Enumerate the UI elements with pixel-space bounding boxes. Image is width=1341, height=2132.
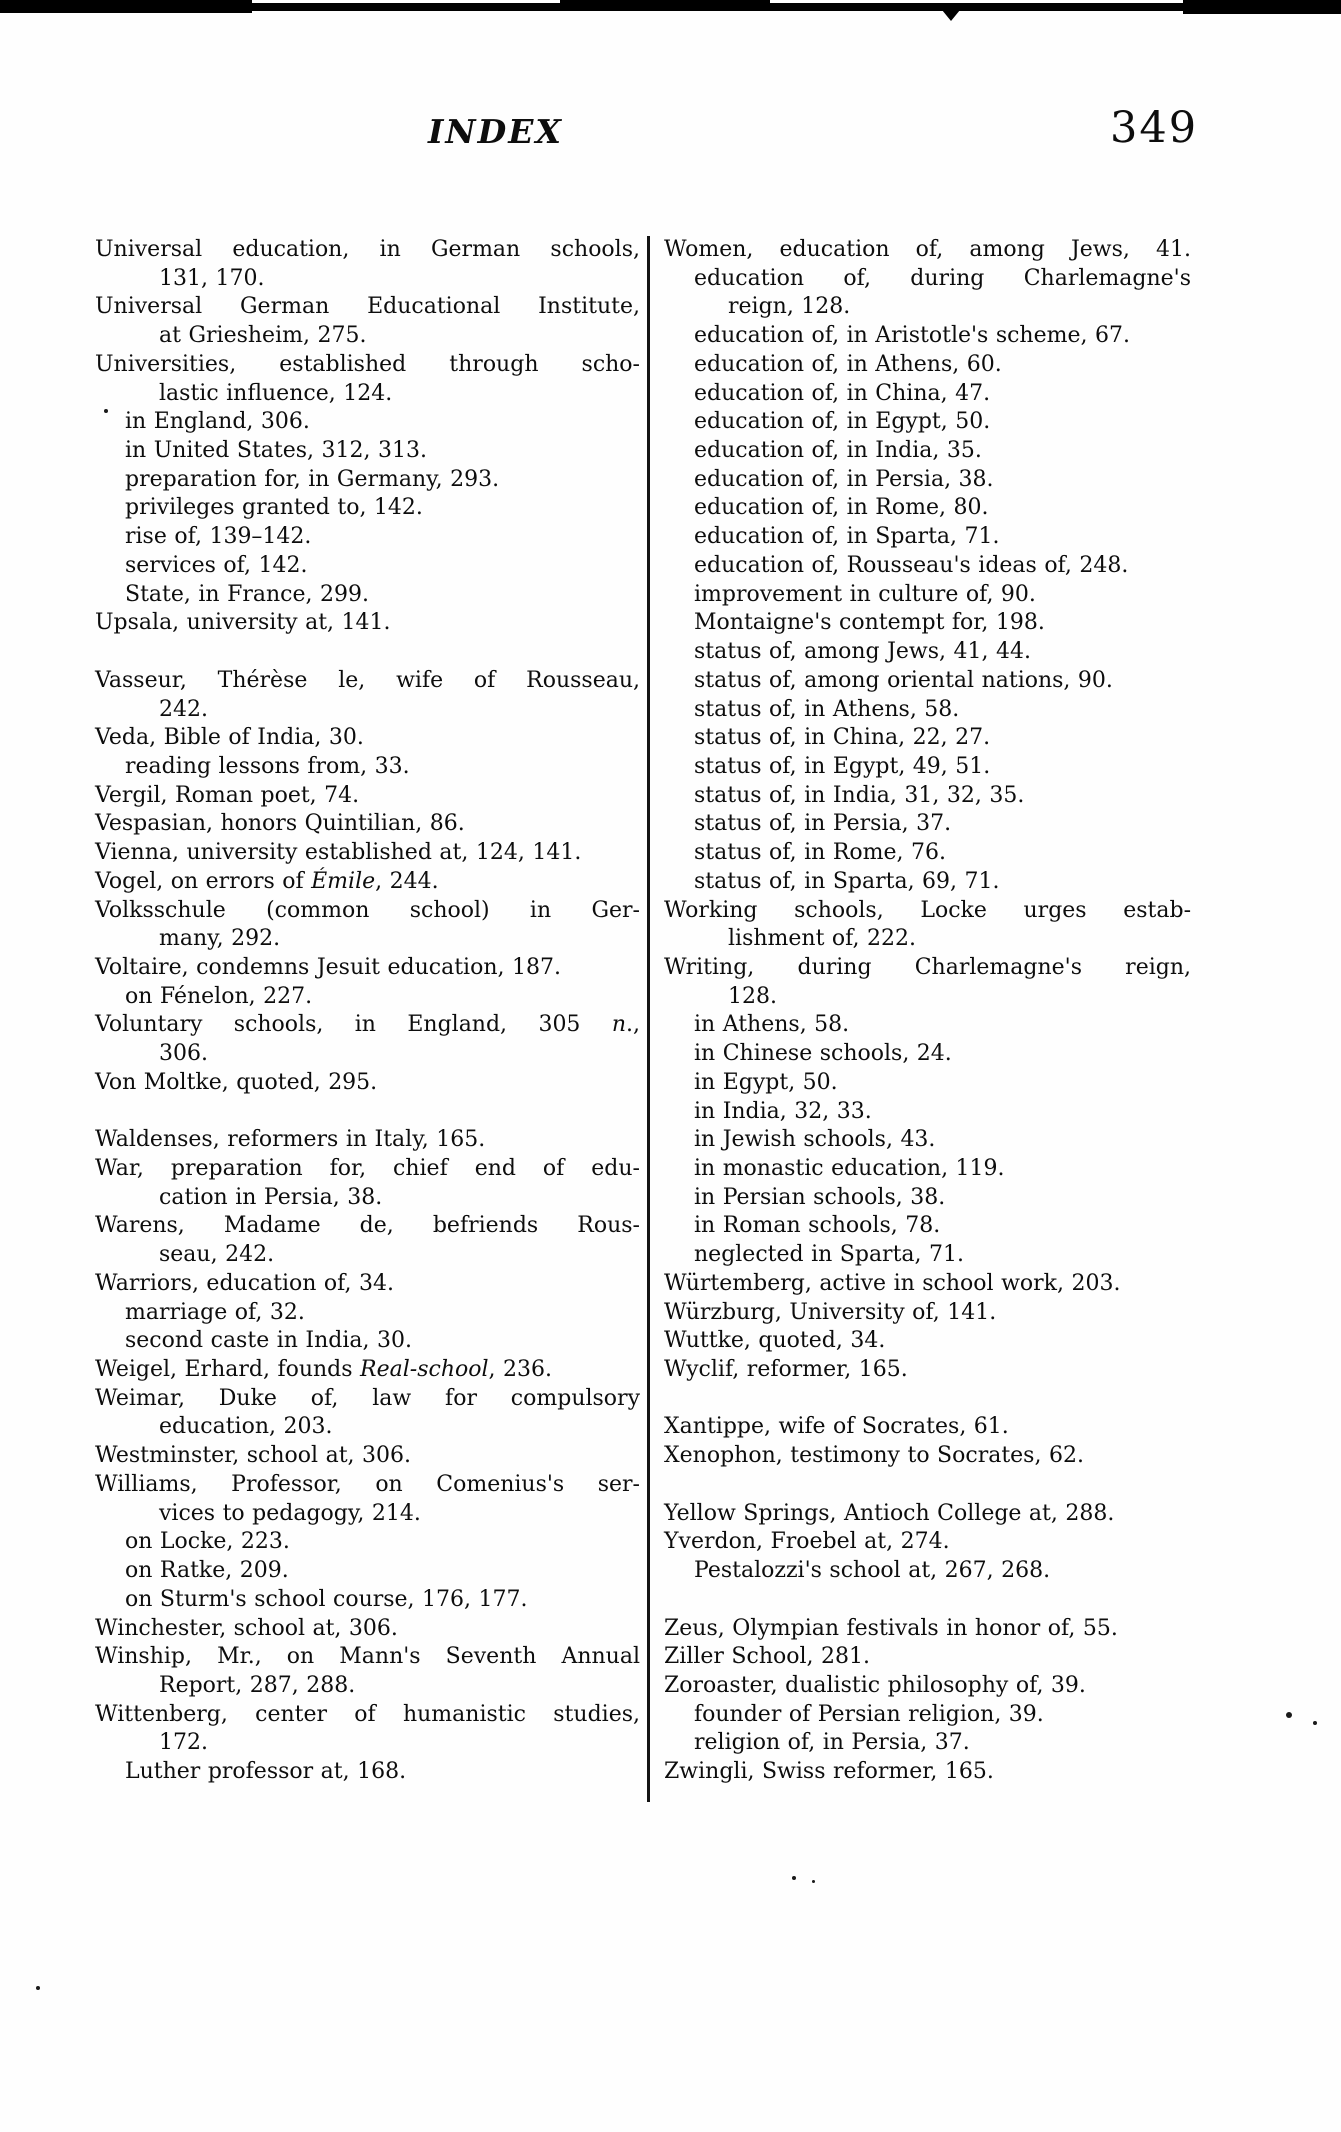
index-line: Würzburg, University of, 141. bbox=[664, 1299, 997, 1325]
index-line: in Chinese schools, 24. bbox=[694, 1041, 952, 1067]
index-line: status of, in Athens, 58. bbox=[694, 696, 960, 722]
index-line: 172. bbox=[159, 1730, 208, 1756]
index-line: 306. bbox=[159, 1041, 208, 1067]
index-line: Voluntary schools, in England, 305 n., bbox=[95, 1012, 640, 1038]
scan-artifact bbox=[1183, 0, 1341, 14]
scan-speck bbox=[36, 1986, 40, 1990]
index-line: in United States, 312, 313. bbox=[125, 438, 428, 464]
index-line: education of, in China, 47. bbox=[694, 380, 991, 406]
index-line: services of, 142. bbox=[125, 552, 308, 578]
index-line: vices to pedagogy, 214. bbox=[159, 1500, 421, 1526]
index-line: Xenophon, testimony to Socrates, 62. bbox=[664, 1443, 1084, 1469]
index-line: education of, Rousseau's ideas of, 248. bbox=[694, 552, 1129, 578]
index-line: education of, in Rome, 80. bbox=[694, 495, 989, 521]
index-line: lishment of, 222. bbox=[728, 926, 916, 952]
index-line: in Egypt, 50. bbox=[694, 1069, 838, 1095]
index-line: Montaigne's contempt for, 198. bbox=[694, 610, 1045, 636]
index-line: in England, 306. bbox=[125, 409, 310, 435]
index-line: Report, 287, 288. bbox=[159, 1672, 356, 1698]
index-line: Vogel, on errors of Émile, 244. bbox=[95, 868, 439, 894]
index-line: Zoroaster, dualistic philosophy of, 39. bbox=[664, 1672, 1086, 1698]
index-line: Upsala, university at, 141. bbox=[95, 610, 391, 636]
scan-speck bbox=[1286, 1712, 1292, 1718]
index-line: Vergil, Roman poet, 74. bbox=[95, 782, 360, 808]
index-line: Wuttke, quoted, 34. bbox=[664, 1328, 886, 1354]
index-line: Von Moltke, quoted, 295. bbox=[95, 1069, 378, 1095]
index-line: in India, 32, 33. bbox=[694, 1098, 872, 1124]
index-line: 242. bbox=[159, 696, 208, 722]
index-line: second caste in India, 30. bbox=[125, 1328, 412, 1354]
index-line: privileges granted to, 142. bbox=[125, 495, 423, 521]
scan-artifact bbox=[0, 0, 252, 13]
index-line: status of, in Egypt, 49, 51. bbox=[694, 753, 991, 779]
index-line: Winship, Mr., on Mann's Seventh Annual bbox=[95, 1644, 640, 1670]
index-line: Universal German Educational Institute, bbox=[95, 294, 640, 320]
index-line: Volksschule (common school) in Ger- bbox=[95, 897, 640, 923]
blank-line bbox=[664, 1385, 1191, 1414]
index-line: many, 292. bbox=[159, 926, 281, 952]
index-line: Writing, during Charlemagne's reign, bbox=[664, 954, 1191, 980]
index-line: improvement in culture of, 90. bbox=[694, 581, 1036, 607]
index-line: status of, in Persia, 37. bbox=[694, 811, 952, 837]
page-title: INDEX bbox=[428, 112, 563, 151]
scan-speck bbox=[812, 1880, 815, 1883]
index-line: status of, in China, 22, 27. bbox=[694, 725, 991, 751]
index-line: education of, during Charlemagne's bbox=[694, 265, 1191, 291]
index-line: on Fénelon, 227. bbox=[125, 983, 313, 1009]
index-line: Yellow Springs, Antioch College at, 288. bbox=[664, 1500, 1115, 1526]
index-line: Weimar, Duke of, law for compulsory bbox=[95, 1385, 640, 1411]
index-line: Vienna, university established at, 124, 141. bbox=[95, 840, 582, 866]
index-line: seau, 242. bbox=[159, 1242, 275, 1268]
blank-line bbox=[95, 638, 640, 667]
index-line: status of, among oriental nations, 90. bbox=[694, 667, 1113, 693]
index-line: 128. bbox=[728, 983, 777, 1009]
index-line: on Sturm's school course, 176, 177. bbox=[125, 1586, 528, 1612]
column-divider bbox=[647, 236, 650, 1802]
index-line: marriage of, 32. bbox=[125, 1299, 305, 1325]
index-line: Winchester, school at, 306. bbox=[95, 1615, 398, 1641]
index-line: Universities, established through scho- bbox=[95, 351, 640, 377]
index-line: on Locke, 223. bbox=[125, 1529, 290, 1555]
blank-line bbox=[95, 1098, 640, 1127]
index-line: education of, in Athens, 60. bbox=[694, 351, 1002, 377]
index-line: Wittenberg, center of humanistic studies, bbox=[95, 1701, 640, 1727]
index-line: status of, in Sparta, 69, 71. bbox=[694, 868, 1000, 894]
index-line: status of, in Rome, 76. bbox=[694, 840, 946, 866]
index-line: Würtemberg, active in school work, 203. bbox=[664, 1270, 1121, 1296]
index-line: education of, in Aristotle's scheme, 67. bbox=[694, 323, 1130, 349]
index-line: Vespasian, honors Quintilian, 86. bbox=[95, 811, 465, 837]
index-line: Wyclif, reformer, 165. bbox=[664, 1357, 908, 1383]
scan-artifact bbox=[942, 10, 960, 21]
index-line: education of, in Sparta, 71. bbox=[694, 524, 1000, 550]
index-line: education of, in Persia, 38. bbox=[694, 466, 994, 492]
index-line: reading lessons from, 33. bbox=[125, 753, 410, 779]
index-column-right bbox=[664, 236, 1191, 1787]
index-line: education of, in India, 35. bbox=[694, 438, 982, 464]
index-line: Williams, Professor, on Comenius's ser- bbox=[95, 1471, 640, 1497]
index-line: Xantippe, wife of Socrates, 61. bbox=[664, 1414, 1009, 1440]
page-number: 349 bbox=[1110, 103, 1199, 153]
index-line: Zeus, Olympian festivals in honor of, 55. bbox=[664, 1615, 1118, 1641]
index-line: Pestalozzi's school at, 267, 268. bbox=[694, 1558, 1051, 1584]
index-line: in Persian schools, 38. bbox=[694, 1184, 946, 1210]
index-line: Waldenses, reformers in Italy, 165. bbox=[95, 1127, 486, 1153]
index-line: cation in Persia, 38. bbox=[159, 1184, 383, 1210]
index-line: Zwingli, Swiss reformer, 165. bbox=[664, 1759, 994, 1785]
index-column-left bbox=[95, 236, 640, 1787]
index-line: preparation for, in Germany, 293. bbox=[125, 466, 500, 492]
index-line: Voltaire, condemns Jesuit education, 187. bbox=[95, 954, 561, 980]
index-line: rise of, 139–142. bbox=[125, 524, 312, 550]
index-line: education, 203. bbox=[159, 1414, 333, 1440]
index-line: War, preparation for, chief end of edu- bbox=[95, 1156, 640, 1181]
index-line: Universal education, in German schools, bbox=[95, 237, 640, 262]
index-line: at Griesheim, 275. bbox=[159, 323, 367, 349]
index-line: Luther professor at, 168. bbox=[125, 1759, 407, 1785]
index-line: education of, in Egypt, 50. bbox=[694, 409, 991, 435]
blank-line bbox=[664, 1471, 1191, 1500]
index-line: status of, in India, 31, 32, 35. bbox=[694, 782, 1025, 808]
index-line: Weigel, Erhard, founds Real-school, 236. bbox=[95, 1357, 553, 1383]
scan-artifact bbox=[560, 0, 770, 11]
index-line: founder of Persian religion, 39. bbox=[694, 1701, 1044, 1727]
index-line: Westminster, school at, 306. bbox=[95, 1443, 411, 1469]
index-line: State, in France, 299. bbox=[125, 581, 369, 607]
index-line: lastic influence, 124. bbox=[159, 380, 393, 406]
index-line: Veda, Bible of India, 30. bbox=[95, 725, 364, 751]
index-line: 131, 170. bbox=[159, 265, 265, 291]
scan-speck bbox=[1313, 1721, 1317, 1725]
index-line: reign, 128. bbox=[728, 294, 851, 320]
index-line: religion of, in Persia, 37. bbox=[694, 1730, 970, 1756]
index-line: Yverdon, Froebel at, 274. bbox=[664, 1529, 950, 1555]
index-line: Women, education of, among Jews, 41. bbox=[664, 237, 1191, 262]
index-line: in monastic education, 119. bbox=[694, 1156, 1005, 1181]
index-line: Ziller School, 281. bbox=[664, 1644, 870, 1670]
index-line: Warriors, education of, 34. bbox=[95, 1270, 394, 1296]
blank-line bbox=[664, 1586, 1191, 1615]
index-line: Vasseur, Thérèse le, wife of Rousseau, bbox=[95, 667, 640, 693]
scan-speck bbox=[792, 1876, 796, 1880]
index-line: in Roman schools, 78. bbox=[694, 1213, 941, 1239]
index-line: in Athens, 58. bbox=[694, 1012, 850, 1038]
index-line: status of, among Jews, 41, 44. bbox=[694, 639, 1032, 665]
index-line: Working schools, Locke urges estab- bbox=[664, 897, 1191, 923]
index-line: in Jewish schools, 43. bbox=[694, 1127, 936, 1153]
index-line: neglected in Sparta, 71. bbox=[694, 1242, 965, 1268]
index-line: on Ratke, 209. bbox=[125, 1558, 289, 1584]
index-line: Warens, Madame de, befriends Rous- bbox=[95, 1213, 640, 1239]
